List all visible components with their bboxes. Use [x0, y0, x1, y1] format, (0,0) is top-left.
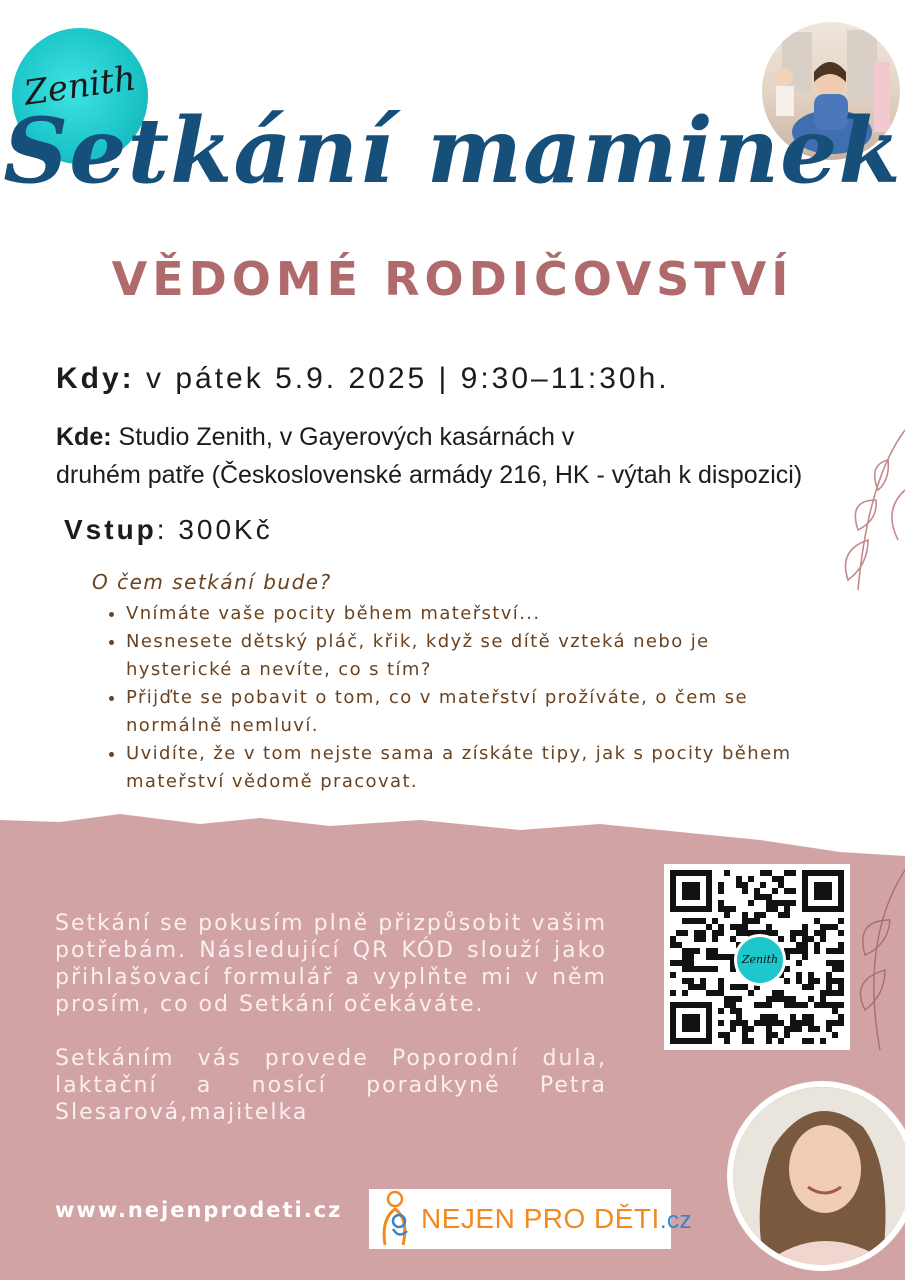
price-value: : 300Kč: [156, 514, 273, 545]
guide-paragraph: Setkáním vás provede Poporodní dula, laktační a nosící poradkyně Petra Slesarová,majitelka: [55, 1046, 607, 1125]
list-item: • Přijďte se pobavit o tom, co v mateřství prožíváte, o čem se normálně nemluví.: [126, 684, 812, 740]
date-label: Kdy:: [56, 362, 135, 395]
location-line-2: druhém patře (Československé armády 216, HK - výtah k dispozici): [56, 461, 803, 489]
signup-paragraph: Setkání se pokusím plně přizpůsobit vašim potřebám. Následující QR KÓD slouží jako přihlašovací formulář a vyplňte mi v něm prosím, co od Setkání očekáváte.: [55, 911, 607, 1017]
location-line-1: Studio Zenith, v Gayerových kasárnách v: [118, 423, 575, 451]
logo-text: Zenith: [21, 58, 139, 114]
date-value: v pátek 5.9. 2025 | 9:30–11:30h.: [146, 362, 670, 395]
list-item: • Uvidíte, že v tom nejste sama a získáte tipy, jak s pocity během mateřství vědomě pracovat.: [126, 740, 812, 796]
list-item: • Nesnesete dětský pláč, křik, když se dítě vzteká nebo je hysterické a nevíte, co s tím?: [126, 628, 812, 684]
brand-suffix: .cz: [659, 1207, 692, 1234]
page-title: Setkání maminek: [3, 98, 902, 204]
footer-text: [55, 910, 607, 1153]
leaf-decoration-icon: [828, 420, 905, 600]
page-subtitle: VĚDOMÉ RODIČOVSTVÍ: [111, 252, 794, 306]
qr-logo: Zenith: [734, 934, 786, 986]
brand-main: NEJEN PRO DĚTI: [421, 1203, 660, 1234]
topics-section: [92, 570, 812, 796]
topics-list: [92, 600, 812, 796]
location-label: Kde:: [56, 423, 112, 451]
doula-portrait: [727, 1081, 905, 1271]
event-price: [64, 514, 273, 546]
website-link[interactable]: www.nejenprodeti.cz: [55, 1198, 343, 1222]
qr-code[interactable]: [664, 864, 850, 1050]
topics-heading: O čem setkání bude?: [92, 570, 332, 594]
event-date: [56, 362, 670, 396]
brand-text: [421, 1203, 692, 1235]
price-label: Vstup: [64, 514, 157, 545]
list-item: • Vnímáte vaše pocity během mateřství...: [126, 600, 812, 628]
nejen-pro-deti-logo: [369, 1189, 692, 1249]
event-location: [56, 418, 876, 494]
mother-carrier-icon: [373, 1189, 419, 1249]
